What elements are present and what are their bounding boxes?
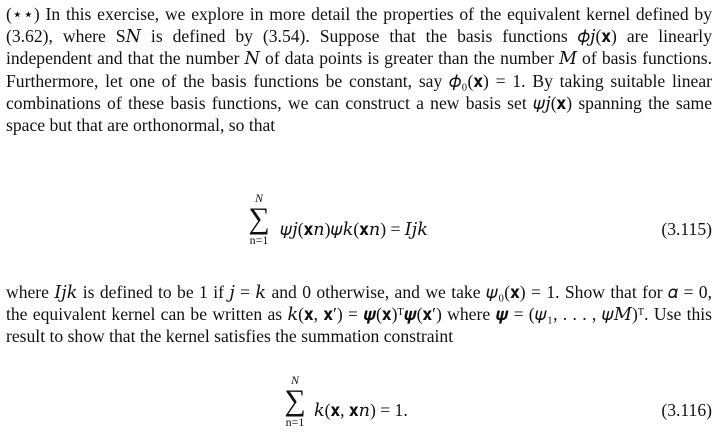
equation-body: 𝑘(𝐱, 𝐱𝑛) = 1. [314,400,408,420]
equation-body: 𝜓𝑗(𝐱𝑛)𝜓𝑘(𝐱𝑛) = 𝐼𝑗𝑘 [280,219,428,239]
summation-sign: ∑ [248,202,270,235]
equation-number: (3.116) [661,400,712,420]
equation-number: (3.115) [661,219,712,239]
summation-upper-limit: N [290,373,299,387]
exercise-intro-paragraph: (⋆⋆) In this exercise, we explore in more detail the properties of the equivalent kernel defined by (3.62), where S𝑁 is defined by (3.54). Suppose that the basis functions 𝜙𝑗(𝐱) are linearly independent and that the number 𝑁 of data points is greater than the number 𝑀 of basis functions. Furthermore, let one of the basis functions be constant, say 𝜙₀(𝐱) = 1. By taking suitable linear combinations of these basis functions, we can construct a new basis set 𝜓𝑗(𝐱) spanning the same space but that are orthonormal, so that [6,4,712,136]
summation-operator [241,191,277,247]
summation-lower-limit: n=1 [285,415,305,429]
exercise-task-paragraph: where 𝐼𝑗𝑘 is defined to be 1 if 𝑗 = 𝑘 and 0 otherwise, and we take 𝜓₀(𝐱) = 1. Show that for 𝛼 = 0, the equivalent kernel can be written as 𝑘(𝐱, 𝐱′) = 𝝍(𝐱)ᵀ𝝍(𝐱′) where 𝝍 = (𝜓₁, . . . , 𝜓𝑀)ᵀ. Use this result to show that the kernel satisfies the summation constraint [6,282,712,347]
equation-3-116 [0,373,724,443]
equation-3-115 [0,191,724,271]
summation-operator [277,373,313,429]
summation-sign: ∑ [284,384,306,417]
summation-upper-limit: N [254,191,263,205]
summation-lower-limit: n=1 [249,233,269,247]
